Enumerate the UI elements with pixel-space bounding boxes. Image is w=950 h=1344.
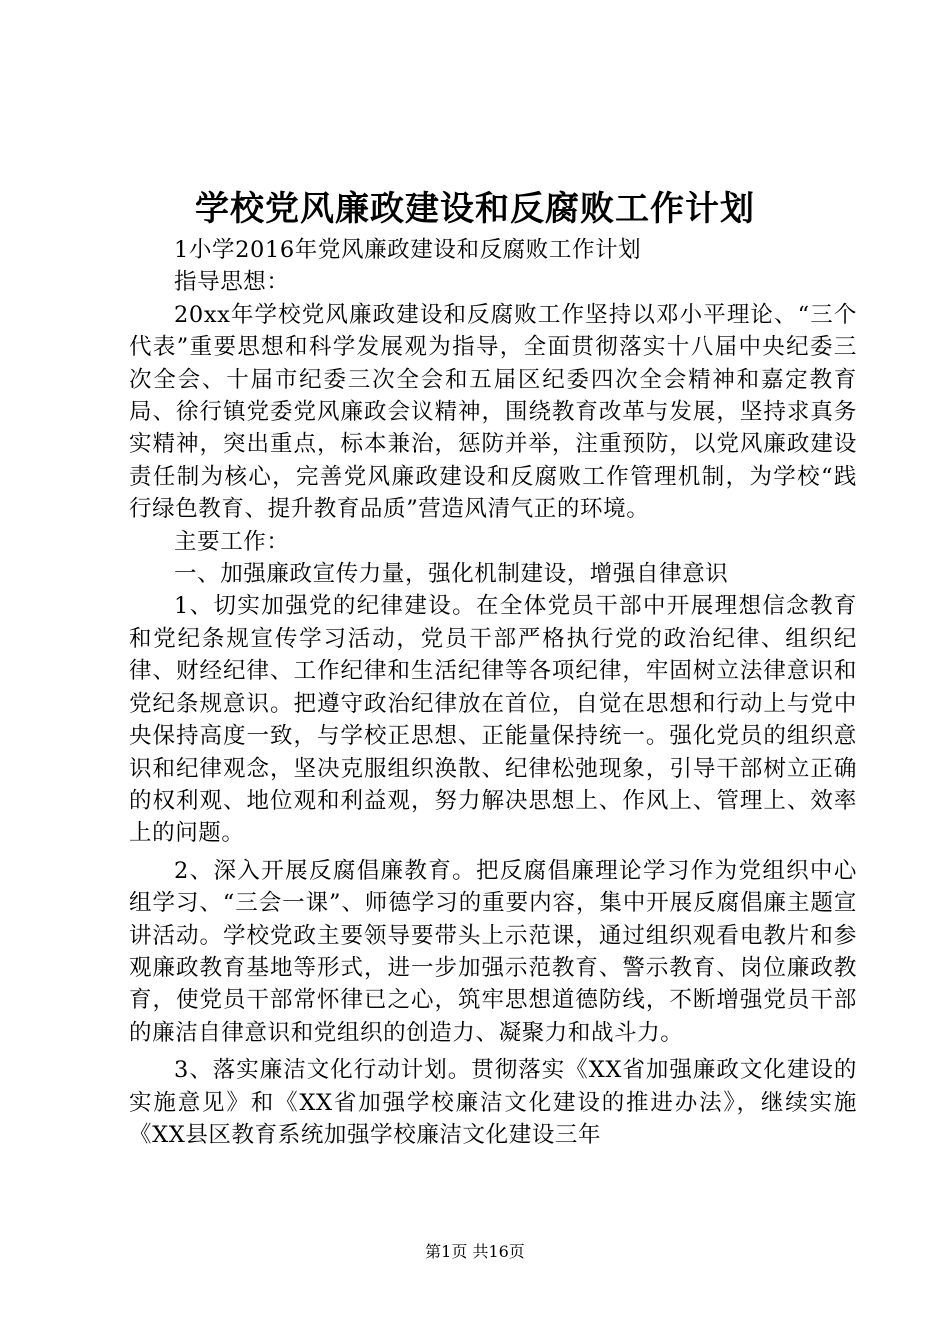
- paragraph-guiding-thought: 20xx年学校党风廉政建设和反腐败工作坚持以邓小平理论、“三个代表”重要思想和科学发展观为指导，全面贯彻落实十八届中央纪委三次全会、十届市纪委三次全会和五届区纪委四次全会精神和嘉定教育局、徐行镇党委党风廉政会议精神，围绕教育改革与发展，坚持求真务实精神，突出重点，标本兼治，惩防并举，注重预防，以党风廉政建设责任制为核心，完善党风廉政建设和反腐败工作管理机制，为学校“践行绿色教育、提升教育品质”营造风清气正的环境。: [129, 301, 857, 523]
- paragraph-guiding-heading: 指导思想：: [174, 269, 290, 296]
- paragraph-section-one-heading: 一、加强廉政宣传力量，强化机制建设，增强自律意识: [174, 561, 729, 588]
- paragraph-item-1: 1、切实加强党的纪律建设。在全体党员干部中开展理想信念教育和党纪条规宣传学习活动，党员干部严格执行党的政治纪律、组织纪律、财经纪律、工作纪律和生活纪律等各项纪律，牢固树立法律意识和党纪条规意识。把遵守政治纪律放在首位，自觉在思想和行动上与党中央保持高度一致，与学校正思想、正能量保持统一。强化党员的组织意识和纪律观念，坚决克服组织涣散、纪律松弛现象，引导干部树立正确的权利观、地位观和利益观，努力解决思想上、作风上、管理上、效率上的问题。: [129, 593, 857, 847]
- paragraph-main-work-heading: 主要工作：: [174, 528, 290, 555]
- page-footer: 第1页 共16页: [425, 1242, 525, 1261]
- paragraph-item-3: 3、落实廉洁文化行动计划。贯彻落实《XX省加强廉政文化建设的实施意见》和《XX省加强学校廉洁文化建设的推进办法》，继续实施《XX县区教育系统加强学校廉洁文化建设三年: [129, 1057, 857, 1148]
- paragraph-item-2: 2、深入开展反腐倡廉教育。把反腐倡廉理论学习作为党组织中心组学习、“三会一课”、师德学习的重要内容，集中开展反腐倡廉主题宣讲活动。学校党政主要领导要带头上示范课，通过组织观看电教片和参观廉政教育基地等形式，进一步加强示范教育、警示教育、岗位廉政教育，使党员干部常怀律已之心，筑牢思想道德防线，不断增强党员干部的廉洁自律意识和党组织的创造力、凝聚力和战斗力。: [129, 857, 857, 1046]
- paragraph-subtitle: 1小学2016年党风廉政建设和反腐败工作计划: [174, 237, 642, 263]
- document-title: 学校党风廉政建设和反腐败工作计划: [195, 189, 755, 229]
- document-body: [129, 234, 857, 1151]
